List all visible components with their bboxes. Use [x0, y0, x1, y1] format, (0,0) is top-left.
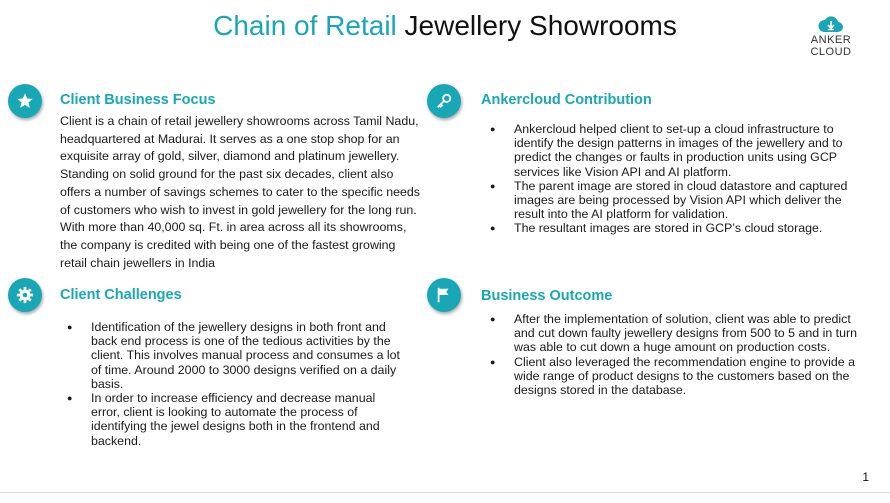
challenges-heading: Client Challenges [60, 287, 182, 303]
logo-line1: ANKER [810, 34, 852, 46]
outcome-heading: Business Outcome [481, 288, 613, 304]
key-icon [427, 84, 461, 118]
client-focus-heading: Client Business Focus [60, 92, 216, 108]
ankercloud-logo [806, 14, 856, 58]
title-rest: Jewellery Showrooms [396, 10, 677, 41]
page-number: 1 [862, 470, 869, 484]
client-focus-text: Client is a chain of retail jewellery showrooms across Tamil Nadu, headquartered at Madurai. It serves as a one stop shop for an exquisite array of gold, silver, diamond and platinum jewellery. Standing on solid ground for the past six decades, client also offers a number of savings schemes to cater to the specific needs of customers who wish to invest in gold jewellery for the long run. With more than 40,000 sq. Ft. in area across all its showrooms, the company is credited with being one of the fastest growing retail chain jewellers in India [60, 114, 420, 270]
challenges-list [67, 320, 407, 448]
list-item: ● After the implementation of solution, client was able to predict and cut down faulty jewellery designs from 500 to 5 and in turn was able to cut down a huge amount on production costs. [490, 312, 870, 355]
list-item: ● In order to increase efficiency and decrease manual error, client is looking to automate the process of identifying the jewel designs both in the frontend and backend. [67, 391, 407, 448]
cloud-icon [818, 14, 844, 34]
list-item: ● Identification of the jewellery designs in both front and back end process is one of the tedious activities by the client. This involves manual process and consumes a lot of time. Around 2000 to 3000 designs verified on a daily basis. [67, 320, 407, 391]
list-item: ● Ankercloud helped client to set-up a cloud infrastructure to identify the design patterns in images of the jewellery and to predict the changes or faults in production units using GCP services like Vision API and AI platform. [490, 122, 865, 179]
list-item: ● The resultant images are stored in GCP’s cloud storage. [490, 221, 865, 235]
gear-icon [8, 278, 42, 312]
title-accent: Chain of Retail [213, 10, 397, 41]
flag-icon [427, 278, 461, 312]
list-item: ● The parent image are stored in cloud datastore and captured images are being processed by Vision API which deliver the result into the AI platform for validation. [490, 179, 865, 222]
list-item: ● Client also leveraged the recommendation engine to provide a wide range of product designs to the customers based on the designs stored in the database. [490, 355, 870, 398]
outcome-list [490, 312, 870, 397]
star-icon [8, 84, 42, 118]
page-title [0, 10, 890, 42]
footer-divider [0, 492, 890, 493]
contribution-heading: Ankercloud Contribution [481, 92, 652, 108]
logo-line2: CLOUD [810, 46, 852, 58]
contribution-list [490, 122, 865, 236]
